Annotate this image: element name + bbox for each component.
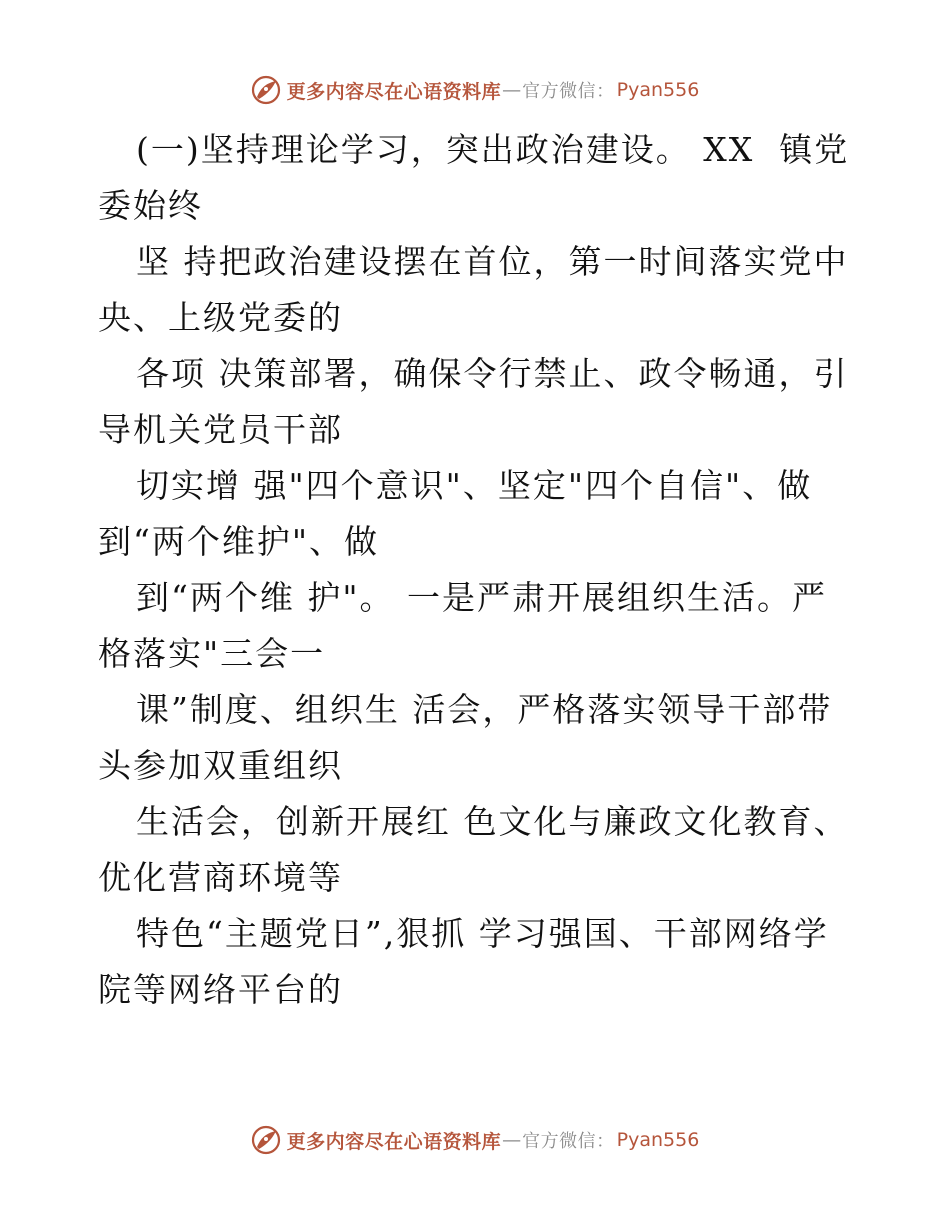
text-line: 院等网络平台的 bbox=[98, 970, 343, 1009]
banner-wechat-id: Pyan556 bbox=[616, 1129, 700, 1151]
text-line: 到“两个维 护"。 一是严肃开展组织生活。严 bbox=[136, 578, 828, 617]
header-watermark-banner bbox=[0, 70, 950, 110]
text-line: (一)坚持理论学习，突出政治建设。 XX 镇党 bbox=[136, 130, 850, 169]
text-line: 委始终 bbox=[98, 186, 203, 225]
text-line: 到“两个维护"、做 bbox=[98, 522, 380, 561]
pen-nib-logo-icon bbox=[251, 75, 281, 105]
banner-wechat-id: Pyan556 bbox=[616, 79, 700, 101]
text-line: 坚 持把政治建设摆在首位，第一时间落实党中 bbox=[136, 242, 849, 281]
footer-watermark-banner bbox=[0, 1120, 950, 1160]
text-line: 优化营商环境等 bbox=[98, 858, 343, 897]
text-line: 特色“主题党日”,狠抓 学习强国、干部网络学 bbox=[136, 914, 829, 953]
text-line: 格落实"三会一 bbox=[98, 634, 326, 673]
banner-separator: — bbox=[502, 79, 522, 101]
text-line: 央、上级党委的 bbox=[98, 298, 343, 337]
banner-main-text: 更多内容尽在心语资料库 bbox=[286, 80, 502, 103]
text-line: 各项 决策部署，确保令行禁止、政令畅通，引 bbox=[136, 354, 849, 393]
text-line: 导机关党员干部 bbox=[98, 410, 343, 449]
text-line: 头参加双重组织 bbox=[98, 746, 343, 785]
banner-wechat-label: 官方微信： bbox=[522, 81, 615, 102]
banner-separator: — bbox=[502, 1129, 522, 1151]
text-line: 生活会，创新开展红 色文化与廉政文化教育、 bbox=[136, 802, 849, 841]
pen-nib-logo-icon bbox=[251, 1125, 281, 1155]
banner-main-text: 更多内容尽在心语资料库 bbox=[286, 1130, 502, 1153]
document-body bbox=[98, 122, 858, 1018]
text-line: 切实增 强"四个意识"、坚定"四个自信"、做 bbox=[136, 466, 813, 505]
banner-wechat-label: 官方微信： bbox=[522, 1131, 615, 1152]
text-line: 课”制度、组织生 活会，严格落实领导干部带 bbox=[136, 690, 833, 729]
